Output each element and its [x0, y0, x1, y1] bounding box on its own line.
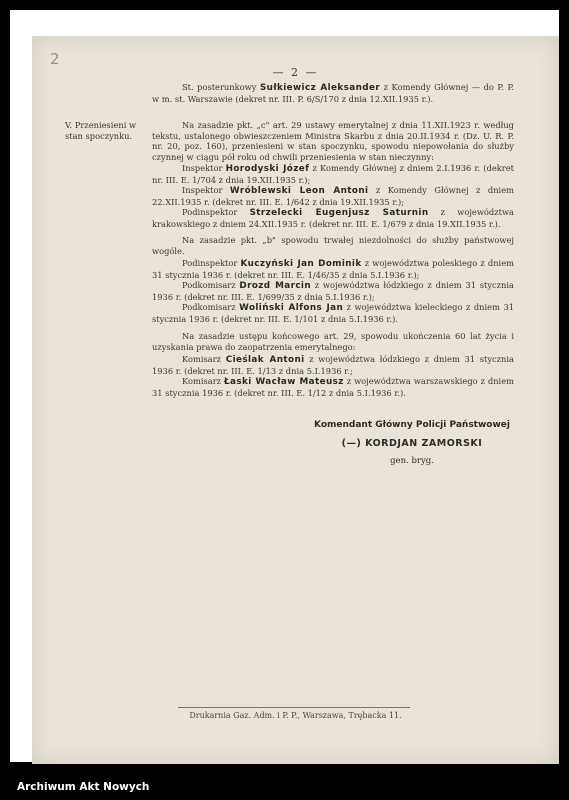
footer-divider: [178, 707, 410, 708]
retirement-entry: Inspektor Horodyski Józef z Komendy Głównej z dniem 2.I.1936 r. (dekret nr. III. E. 1/704 z dnia 19.XII.1935 r.);: [152, 163, 515, 185]
paragraph-legal-basis-c: Na zasadzie pkt. „c" art. 29 ustawy emerytalnej z dnia 11.XII.1923 r. według tekstu, ustalonego obwieszczeniem Ministra Skarbu z dnia 20.II.1934 r. (Dz. U. R. P. nr. 20, poz. 160), przeniesieni w stan spoczynku, spowodu niepowołania do służby czynnej w ciągu pół roku od chwili przeniesienia w stan nieczynny:: [152, 120, 514, 162]
person-name: Strzelecki Eugenjusz Saturnin: [249, 208, 429, 218]
archive-label: Archiwum Akt Nowych: [17, 781, 150, 793]
person-name: Cieślak Antoni: [225, 355, 305, 365]
signature-rank: gen. bryg.: [390, 456, 434, 466]
printer-footer: Drukarnia Gaz. Adm. i P. P., Warszawa, Trębacka 11.: [189, 711, 402, 720]
retirement-entry: Podinspektor Kuczyński Jan Dominik z województwa poleskiego z dniem 31 stycznia 1936 r. (dekret nr. III. E. 1/46/35 z dnia 5.I.1936 r.);: [152, 258, 514, 280]
paragraph-legal-basis-b: Na zasadzie pkt. „b" spowodu trwałej niezdolności do służby państwowej wogóle.: [152, 235, 514, 256]
person-name: Drozd Marcin: [239, 281, 312, 291]
page-number: — 2 —: [272, 66, 319, 79]
document-page: [32, 36, 559, 764]
paragraph-legal-basis-age: Na zasadzie ustępu końcowego art. 29, spowodu ukończenia 60 lat życia i uzyskania prawa do zaopatrzenia emerytalnego:: [152, 331, 514, 352]
handwritten-page-mark: 2: [50, 50, 60, 68]
paragraph-transfer: St. posterunkowy Sułkiewicz Aleksander z Komendy Głównej — do P. P. w m. st. Warszawie (dekret nr. III. P. 6/S/170 z dnia 12.XII.1935 r.).: [152, 82, 515, 104]
person-name: Sułkiewicz Aleksander: [259, 83, 381, 93]
person-name: Horodyski Józef: [225, 164, 310, 174]
person-name: Łaski Wacław Mateusz: [224, 377, 344, 387]
section-label: V. Przeniesieni w stan spoczynku.: [65, 120, 137, 141]
retirement-entry: Podkomisarz Drozd Marcin z województwa łódzkiego z dniem 31 stycznia 1936 r. (dekret nr. III. E. 1/699/35 z dnia 5.I.1936 r.);: [152, 280, 514, 302]
person-name: Wróblewski Leon Antoni: [229, 186, 369, 196]
retirement-entry: Inspektor Wróblewski Leon Antoni z Komendy Głównej z dniem 22.XII.1935 r. (dekret nr. III. E. 1/642 z dnia 19.XII.1935 r.);: [152, 185, 514, 207]
retirement-entry: Podinspektor Strzelecki Eugenjusz Saturnin z województwa krakowskiego z dniem 24.XII.1935 r. (dekret nr. III. E. 1/679 z dnia 19.XII.1935 r.).: [152, 207, 514, 229]
document-frame: [10, 10, 559, 762]
retirement-entry: Komisarz Łaski Wacław Mateusz z województwa warszawskiego z dniem 31 stycznia 1936 r. (dekret nr. III. E. 1/12 z dnia 5.I.1936 r.).: [152, 376, 514, 398]
signature-title: Komendant Główny Policji Państwowej: [314, 420, 510, 430]
person-name: Woliński Alfons Jan: [239, 303, 344, 313]
retirement-entry: Komisarz Cieślak Antoni z województwa łódzkiego z dniem 31 stycznia 1936 r. (dekret nr. III. E. 1/13 z dnia 5.I.1936 r.;: [152, 354, 514, 376]
signature-name: (—) KORDJAN ZAMORSKI: [341, 438, 483, 449]
retirement-entry: Podkomisarz Woliński Alfons Jan z województwa kieleckiego z dniem 31 stycznia 1936 r. (dekret nr. III. E. 1/101 z dnia 5.I.1936 r.).: [152, 302, 515, 324]
person-name: Kuczyński Jan Dominik: [240, 259, 362, 269]
